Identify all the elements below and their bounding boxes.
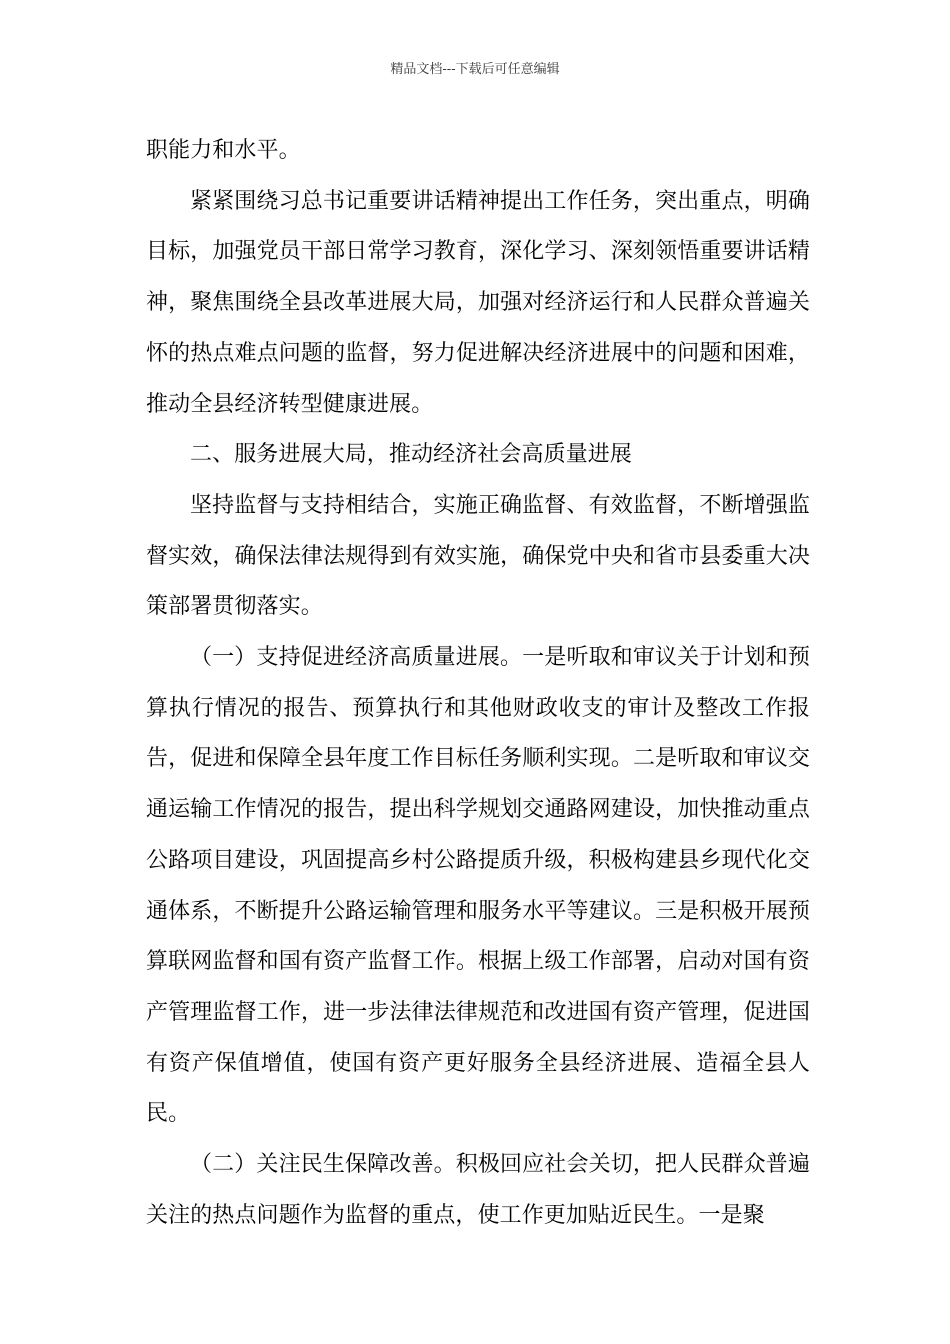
paragraph-1: 职能力和水平。 — [146, 138, 301, 163]
paragraph-5: （二）关注民生保障改善。积极回应社会关切，把人民群众普遍关注的热点问题作为监督的重点，使工作更加贴近民生。一是聚 — [146, 1152, 810, 1228]
paragraph-3: 坚持监督与支持相结合，实施正确监督、有效监督，不断增强监督实效，确保法律法规得到有效实施，确保党中央和省市县委重大决策部署贯彻落实。 — [146, 492, 810, 620]
paragraph-4: （一）支持促进经济高质量进展。一是听取和审议关于计划和预算执行情况的报告、预算执行和其他财政收支的审计及整改工作报告，促进和保障全县年度工作目标任务顺利实现。二是听取和审议交通运输工作情况的报告，提出科学规划交通路网建设，加快推动重点公路项目建设，巩固提高乡村公路提质升级，积极构建县乡现代化交通体系，不断提升公路运输管理和服务水平等建议。三是积极开展预算联网监督和国有资产监督工作。根据上级工作部署，启动对国有资产管理监督工作，进一步法律法律规范和改进国有资产管理，促进国有资产保值增值，使国有资产更好服务全县经济进展、造福全县人民。 — [146, 645, 810, 1127]
page-header: 精品文档---下载后可任意编辑 — [390, 62, 560, 77]
document-body — [146, 126, 810, 1241]
section-heading: 二、服务进展大局，推动经济社会高质量进展 — [190, 442, 633, 468]
paragraph-2: 紧紧围绕习总书记重要讲话精神提出工作任务，突出重点，明确目标，加强党员干部日常学习教育，深化学习、深刻领悟重要讲话精神，聚焦围绕全县改革进展大局，加强对经济运行和人民群众普遍关怀的热点难点问题的监督，努力促进解决经济进展中的问题和困难，推动全县经济转型健康进展。 — [146, 188, 810, 417]
